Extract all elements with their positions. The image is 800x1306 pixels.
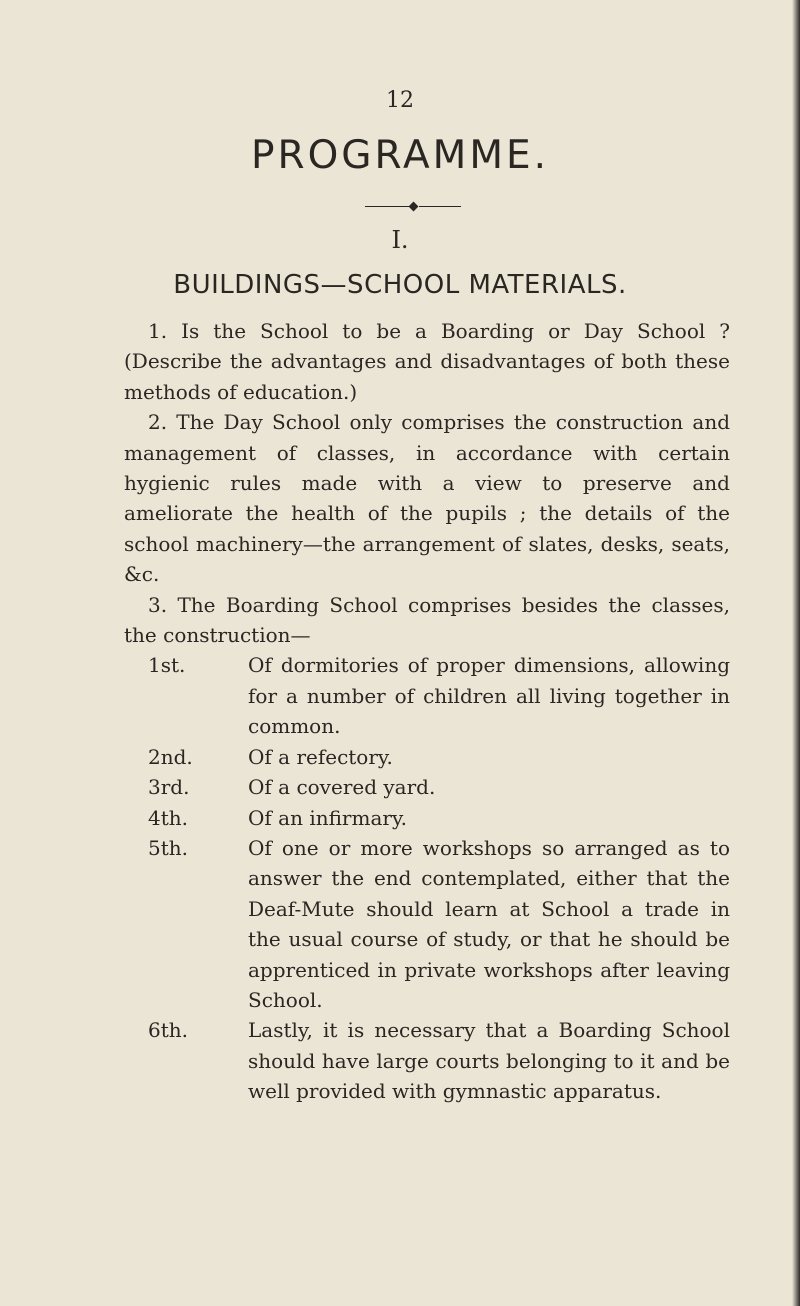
list-item-label: 2nd. — [148, 744, 193, 769]
list-item-text: Lastly, it is necessary that a Boarding School should have large courts belonging to it and be well provided with gymnastic apparatus. — [248, 1018, 730, 1104]
list-item — [124, 803, 730, 833]
list-item — [124, 650, 730, 741]
list-item-label: 5th. — [148, 835, 188, 860]
paragraph-1: 1. Is the School to be a Boarding or Day School ? (Describe the advantages and disadvantages of both these methods of education.) — [124, 319, 730, 404]
paragraph-2: 2. The Day School only comprises the construction and management of classes, in accordance with certain hygienic rules made with a view to preserve and ameliorate the health of the pupils ; the details of the school machinery—the arrangement of slates, desks, seats, &c. — [124, 410, 730, 587]
list-item-label: 4th. — [148, 805, 188, 830]
divider-ornament — [365, 202, 485, 212]
page-number: 12 — [386, 88, 414, 113]
list-item-label: 6th. — [148, 1018, 188, 1043]
page-title: PROGRAMME. — [250, 133, 550, 178]
list-item-text: Of an infirmary. — [248, 805, 407, 830]
list-item-text: Of a covered yard. — [248, 775, 436, 800]
list-item-text: Of dormitories of proper dimensions, allowing for a number of children all living together in common. — [248, 653, 730, 739]
list-item-label: 1st. — [148, 653, 186, 678]
list-item — [124, 1015, 730, 1106]
paragraph-3: 3. The Boarding School comprises besides the classes, the construction— — [124, 592, 730, 648]
page-edge-shadow — [792, 0, 800, 1306]
body-text — [124, 316, 730, 1107]
diamond-icon — [409, 202, 419, 212]
list-item-label: 3rd. — [148, 775, 190, 800]
list-item — [124, 742, 730, 772]
list-item-text: Of one or more workshops so arranged as to answer the end contemplated, either that the Deaf-Mute should learn at School a trade in the usual course of study, or that he should be apprenticed in private workshops after leaving School. — [248, 835, 730, 1012]
section-number: I. — [391, 226, 409, 254]
list-item-text: Of a refectory. — [248, 744, 393, 769]
section-title: BUILDINGS—SCHOOL MATERIALS. — [173, 270, 627, 300]
list-item — [124, 772, 730, 802]
list-item — [124, 833, 730, 1015]
